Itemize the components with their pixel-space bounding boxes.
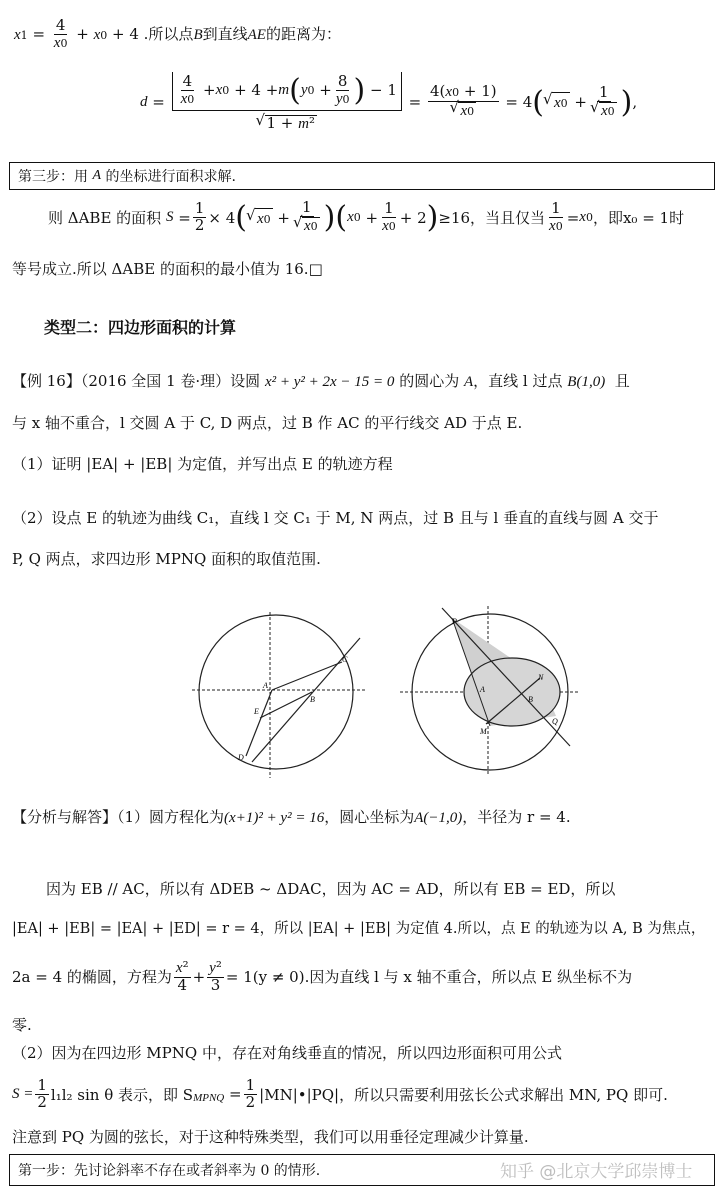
analysis-head: 【分析与解答】（1）圆方程化为 bbox=[12, 808, 225, 826]
right-label-Q: Q bbox=[552, 717, 558, 726]
para3-eq: = bbox=[229, 1085, 242, 1104]
para2-line2: |EA| + |EB| = |EA| + |ED| = r = 4，所以 |EA| + |EB| 为定值 4.所以，点 E 的轨迹为以 A, B 为焦点， bbox=[12, 921, 706, 937]
frac-4-over-x0: $\frac{4}{x0}$ bbox=[53, 16, 68, 51]
line1-end: 的距离为： bbox=[265, 24, 341, 43]
analysis-line bbox=[12, 806, 571, 827]
left-label-E: E bbox=[254, 707, 259, 716]
right-label-A: A bbox=[480, 685, 485, 694]
left-label-B: B bbox=[310, 695, 315, 704]
step3-A: A bbox=[92, 168, 102, 183]
watermark: 知乎 @北京大学邱崇博士 bbox=[500, 1162, 693, 1182]
line1-AE: AE bbox=[247, 26, 266, 43]
question-2-line2: P, Q 两点，求四边形 MPNQ 面积的取值范围. bbox=[12, 550, 321, 568]
para3-line2d: |MN|•|PQ|，所以只需要利用弦长公式求解出 MN, PQ 即可. bbox=[259, 1085, 668, 1104]
line1-B: B bbox=[193, 26, 203, 43]
figure-left bbox=[190, 610, 380, 780]
distance-frac2: 4(x0 + 1) √ x0 bbox=[428, 84, 499, 120]
step3-box bbox=[9, 162, 715, 190]
example-line2: 与 x 轴不重合，l 交圆 A 于 C, D 两点，过 B 作 AC 的平行线交 AD 于点 E. bbox=[12, 414, 523, 432]
example-head: 【例 16】（2016 全国 1 卷·理）设圆 bbox=[12, 372, 261, 390]
example-A: A bbox=[463, 374, 474, 390]
example-qie: 且 bbox=[614, 372, 630, 390]
area-cond2: ，即 bbox=[592, 209, 623, 227]
left-seg-AD bbox=[246, 690, 272, 756]
area-line2: 等号成立.所以 ΔABE 的面积的最小值为 16.□ bbox=[12, 260, 323, 278]
para3-line3: 注意到 PQ 为圆的弦长，对于这种特殊类型，我们可以用垂径定理减少计算量. bbox=[12, 1128, 529, 1146]
section-title: 类型二：四边形面积的计算 bbox=[44, 318, 237, 337]
line1-mid: 到直线 bbox=[202, 24, 248, 43]
example-after: 的圆心为 bbox=[399, 372, 460, 390]
line1-tail: .所以点 bbox=[143, 24, 194, 43]
para2-line1: 因为 EB // AC，所以有 ΔDEB ~ ΔDAC，因为 AC = AD，所以有 EB = ED，所以 bbox=[46, 880, 616, 898]
step3-rest: 的坐标进行面积求解. bbox=[105, 169, 236, 185]
analysis-center: A(−1,0) bbox=[414, 810, 463, 826]
figure-right bbox=[400, 600, 590, 780]
area-cond3: x₀ = 1时 bbox=[622, 209, 685, 227]
example-l: ，直线 l 过点 bbox=[473, 372, 563, 390]
question-1: （1）证明 |EA| + |EB| 为定值，并写出点 E 的轨迹方程 bbox=[12, 455, 393, 473]
left-label-A: A bbox=[263, 681, 268, 690]
right-label-P: P bbox=[452, 617, 457, 626]
left-label-D: D bbox=[238, 753, 244, 762]
step3-label: 第三步：用 bbox=[18, 169, 88, 185]
para2-line3b: = 1(y ≠ 0).因为直线 l 与 x 轴不重合，所以点 E 纵坐标不为 bbox=[225, 968, 633, 987]
step1-label: 第一步：先讨论斜率不存在或者斜率为 0 的情形. bbox=[18, 1163, 321, 1179]
area-prefix: 则 ΔABE 的面积 bbox=[48, 209, 162, 227]
line-x1: x1 = $\frac{4}{x0}$ + x0 + 4 .所以点B到直线AE的距离为： bbox=[14, 16, 341, 51]
example-eq: x² + y² + 2x − 15 = 0 bbox=[264, 374, 395, 390]
para3-sub: MPNQ bbox=[193, 1092, 225, 1105]
left-seg-AC bbox=[272, 662, 342, 690]
distance-formula: d = $\frac{4}{x0}$ + x 0 + 4 + m ( y 0 + $\frac{8}{y0}$ ) − 1 √ 1 + m² = 4(x0 + 1) √ x0 = 4 ( √ x0 + 1 √ x0 ) , bbox=[140, 72, 637, 132]
question-2-line1: （2）设点 E 的轨迹为曲线 C₁，直线 l 交 C₁ 于 M, N 两点，过 B 且与 l 垂直的直线与圆 A 交于 bbox=[12, 509, 659, 527]
para2-line4: 零. bbox=[12, 1016, 32, 1034]
distance-main-frac: $\frac{4}{x0}$ + x 0 + 4 + m ( y 0 + $\frac{8}{y0}$ ) − 1 √ 1 + m² bbox=[172, 72, 402, 132]
analysis-mid: ，圆心坐标为 bbox=[324, 808, 415, 826]
example-B: B(1,0) bbox=[567, 374, 606, 390]
left-seg-EB bbox=[260, 692, 312, 718]
right-label-M: M bbox=[480, 727, 487, 736]
para2-line3: 2a = 4 的椭圆，方程为 $\frac{\text{x²}}{4}$ + $\frac{\text{y²}}{3}$ = 1(y ≠ 0).因为直线 l 与 x 轴不重合，所以点 E 纵坐标不为 bbox=[12, 958, 633, 994]
para2-line3a: 2a = 4 的椭圆，方程为 bbox=[12, 968, 172, 987]
right-label-B: B bbox=[528, 695, 533, 704]
left-label-C: C bbox=[342, 655, 348, 664]
para3-line2b: l₁l₂ sin θ 表示，即 S bbox=[50, 1085, 194, 1104]
example-line1 bbox=[12, 370, 630, 391]
analysis-eq: (x+1)² + y² = 16 bbox=[224, 810, 325, 826]
area-cond: ≥16，当且仅当 bbox=[438, 209, 546, 227]
analysis-r: ，半径为 r = 4. bbox=[462, 808, 571, 826]
right-label-N: N bbox=[538, 673, 544, 682]
left-circle bbox=[199, 615, 353, 769]
para3-S: S = bbox=[12, 1085, 34, 1102]
para3-line1: （2）因为在四边形 MPNQ 中，存在对角线垂直的情况，所以四边形面积可用公式 bbox=[12, 1044, 562, 1062]
area-line: 则 ΔABE 的面积 S = $\frac{1}{2}$ × 4 ( √ x0 + 1 √ x0 )( x 0 + $\frac{1}{x0}$ + 2 ) ≥16，当且仅当 $\frac{1}{x0}$ = x 0 ，即 x₀ = 1时 bbox=[48, 200, 684, 235]
para3-line2: S = $\frac{1}{2}$ l₁l₂ sin θ 表示，即 S MPNQ = $\frac{1}{2}$ |MN|•|PQ|，所以只需要利用弦长公式求解出 MN, PQ 即可. bbox=[12, 1076, 668, 1111]
